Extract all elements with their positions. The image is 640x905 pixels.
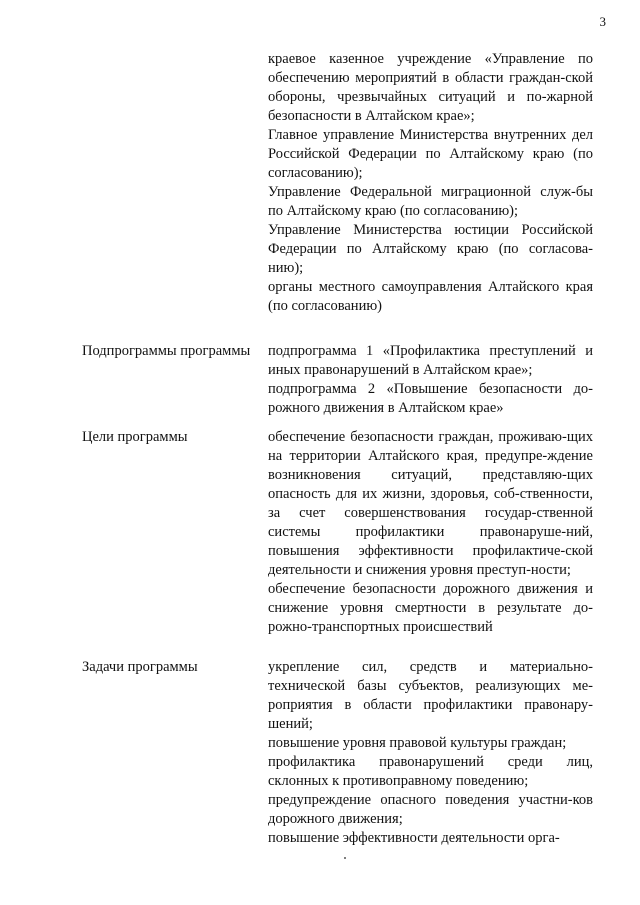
subprogram-item: подпрограмма 1 «Профилактика преступлений и иных правонарушений в Алтайском крае»;: [268, 343, 593, 378]
executor-item: органы местного самоуправления Алтайского края (по согласованию): [268, 279, 593, 314]
subprograms-block: [268, 342, 593, 418]
task-item: повышение уровня правовой культуры граждан;: [268, 735, 567, 751]
executor-item: Управление Федеральной миграционной служ-бы по Алтайскому краю (по согласованию);: [268, 184, 593, 219]
task-item: профилактика правонарушений среди лиц, склонных к противоправному поведению;: [268, 754, 593, 789]
subprograms-label: Подпрограммы программы: [82, 343, 251, 359]
scan-dot: [344, 857, 346, 859]
goal-item: обеспечение безопасности граждан, проживаю-щих на территории Алтайского края, предупре-ждение возникновения ситуаций, представляю-щих опасность для их жизни, здоровья, соб-ственности, за счет совершенствования государ-ственной системы профилактики правонаруше-ний, повышения эффективности профилактиче-ской деятельности и снижения уровня преступ-ности;: [268, 429, 593, 578]
goals-block: [268, 428, 593, 637]
goal-item: обеспечение безопасности дорожного движения и снижение уровня смертности в результате до-рожно-транспортных происшествий: [268, 581, 593, 635]
executors-continued-block: [268, 50, 593, 316]
executor-item: Главное управление Министерства внутренних дел Российской Федерации по Алтайскому краю (по согласованию);: [268, 127, 593, 181]
executor-item: краевое казенное учреждение «Управление по обеспечению мероприятий в области граждан-ской обороны, чрезвычайных ситуаций и по-жарной безопасности в Алтайском крае»;: [268, 51, 593, 124]
task-item: повышение эффективности деятельности орга-: [268, 830, 560, 846]
page-number: 3: [599, 14, 606, 29]
task-item: укрепление сил, средств и материально-технической базы субъектов, реализующих ме-роприятия в области профилактики правонару-шений;: [268, 659, 593, 732]
subprogram-item: подпрограмма 2 «Повышение безопасности до-рожного движения в Алтайском крае»: [268, 381, 593, 416]
goals-label: Цели программы: [82, 429, 188, 445]
executor-item: Управление Министерства юстиции Российской Федерации по Алтайскому краю (по согласова-нию);: [268, 222, 593, 276]
task-item: предупреждение опасного поведения участни-ков дорожного движения;: [268, 792, 593, 827]
tasks-block: [268, 658, 593, 848]
tasks-label: Задачи программы: [82, 659, 198, 675]
